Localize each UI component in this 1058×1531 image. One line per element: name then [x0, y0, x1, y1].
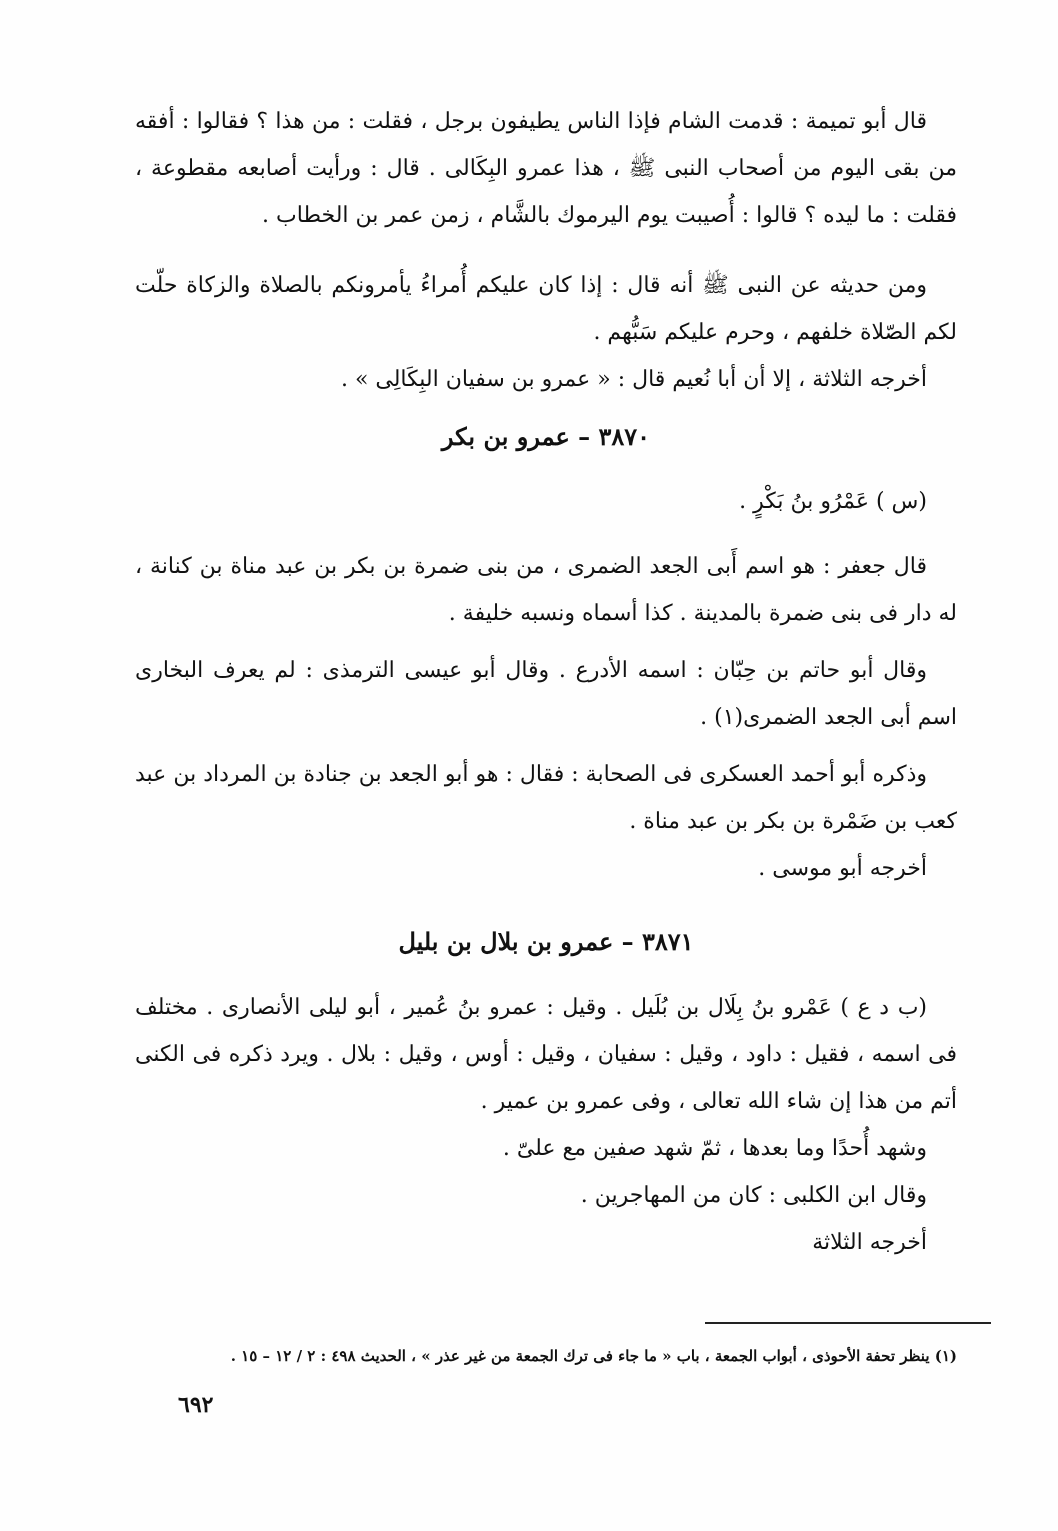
entry-heading-3870: ٣٨٧٠ – عمرو بن بكر: [441, 422, 651, 451]
paragraph-takhrij-2: أخرجه أبو موسى .: [758, 856, 927, 881]
paragraph-abu-hatim: وقال أبو حاتم بن حِبّان : اسمه الأدرع . وقال أبو عيسى الترمذى : لم يعرف البخارى اسم أبى الجعد الضمرى(١) .: [135, 658, 957, 730]
paragraph-hadith: ومن حديثه عن النبى ﷺ أنه قال : إذا كان عليكم أُمراءُ يأمرونكم بالصلاة والزكاة حلّت لكم الصّلاة خلفهم ، وحرم عليكم سَبُّهم .: [135, 273, 957, 345]
footnote: (١) ينظر تحفة الأحوذى ، أبواب الجمعة ، باب « ما جاء فى ترك الجمعة من غير عذر » ، الحديث ٤٩٨ : ٢ / ١٢ – ١٥ .: [230, 1347, 957, 1365]
paragraph-takhrij-3: أخرجه الثلاثة: [812, 1230, 927, 1255]
paragraph-amr-bilal: (ب د ع ) عَمْرو بنُ بِلَال بن بُلَيل . وقيل : عمرو بنُ عُمير ، أبو ليلى الأنصارى . مختلف فى اسمه ، فقيل : داود ، وقيل : سفيان ، وقيل : أوس ، وقيل : بلال . ويرد ذكره فى الكنى أتم من هذا إن شاء الله تعالى ، وفى عمرو بن عمير .: [135, 995, 957, 1114]
hadith-section: [135, 262, 957, 403]
footnote-divider: [705, 1322, 991, 1324]
paragraph-ibn-kalbi: وقال ابن الكلبى : كان من المهاجرين .: [580, 1183, 927, 1208]
paragraph-uhud: وشهد أُحدًا وما بعدها ، ثمّ شهد صفين مع علىّ .: [502, 1136, 927, 1161]
entry-3870-body: [135, 478, 957, 892]
paragraph-jafar: قال جعفر : هو اسم أَبى الجعد الضمرى ، من بنى ضمرة بن بكر بن عبد مناة بن كنانة ، له دار فى بنى ضمرة بالمدينة . كذا أسماه ونسبه خليفة .: [135, 554, 957, 626]
page-number: ٦٩٢: [178, 1392, 214, 1418]
paragraph-takhrij-1: أخرجه الثلاثة ، إلا أن أبا نُعيم قال : « عمرو بن سفيان البِكَالِى » .: [340, 367, 927, 392]
entry-heading-3871: ٣٨٧١ – عمرو بن بلال بن بليل: [398, 927, 694, 956]
entry-3870-name-line: (س ) عَمْرُو بنُ بَكْرٍ .: [739, 489, 927, 514]
paragraph-askari: وذكره أبو أحمد العسكرى فى الصحابة : فقال : هو أبو الجعد بن جنادة بن المرداد بن عبد كعب بن ضَمْرة بن بكر بن عبد مناة .: [135, 762, 957, 834]
paragraph-abu-tamima: قال أبو تميمة : قدمت الشام فإذا الناس يطيفون برجل ، فقلت : من هذا ؟ فقالوا : أفقه من بقى اليوم من أصحاب النبى ﷺ ، هذا عمرو البِكَالى . قال : ورأيت أصابعه مقطوعة ، فقلت : ما ليده ؟ قالوا : أُصيبت يوم اليرموك بالشَّام ، زمن عمر بن الخطاب .: [135, 109, 957, 228]
entry-3871-body: [135, 984, 957, 1266]
intro-paragraph: [135, 98, 957, 239]
